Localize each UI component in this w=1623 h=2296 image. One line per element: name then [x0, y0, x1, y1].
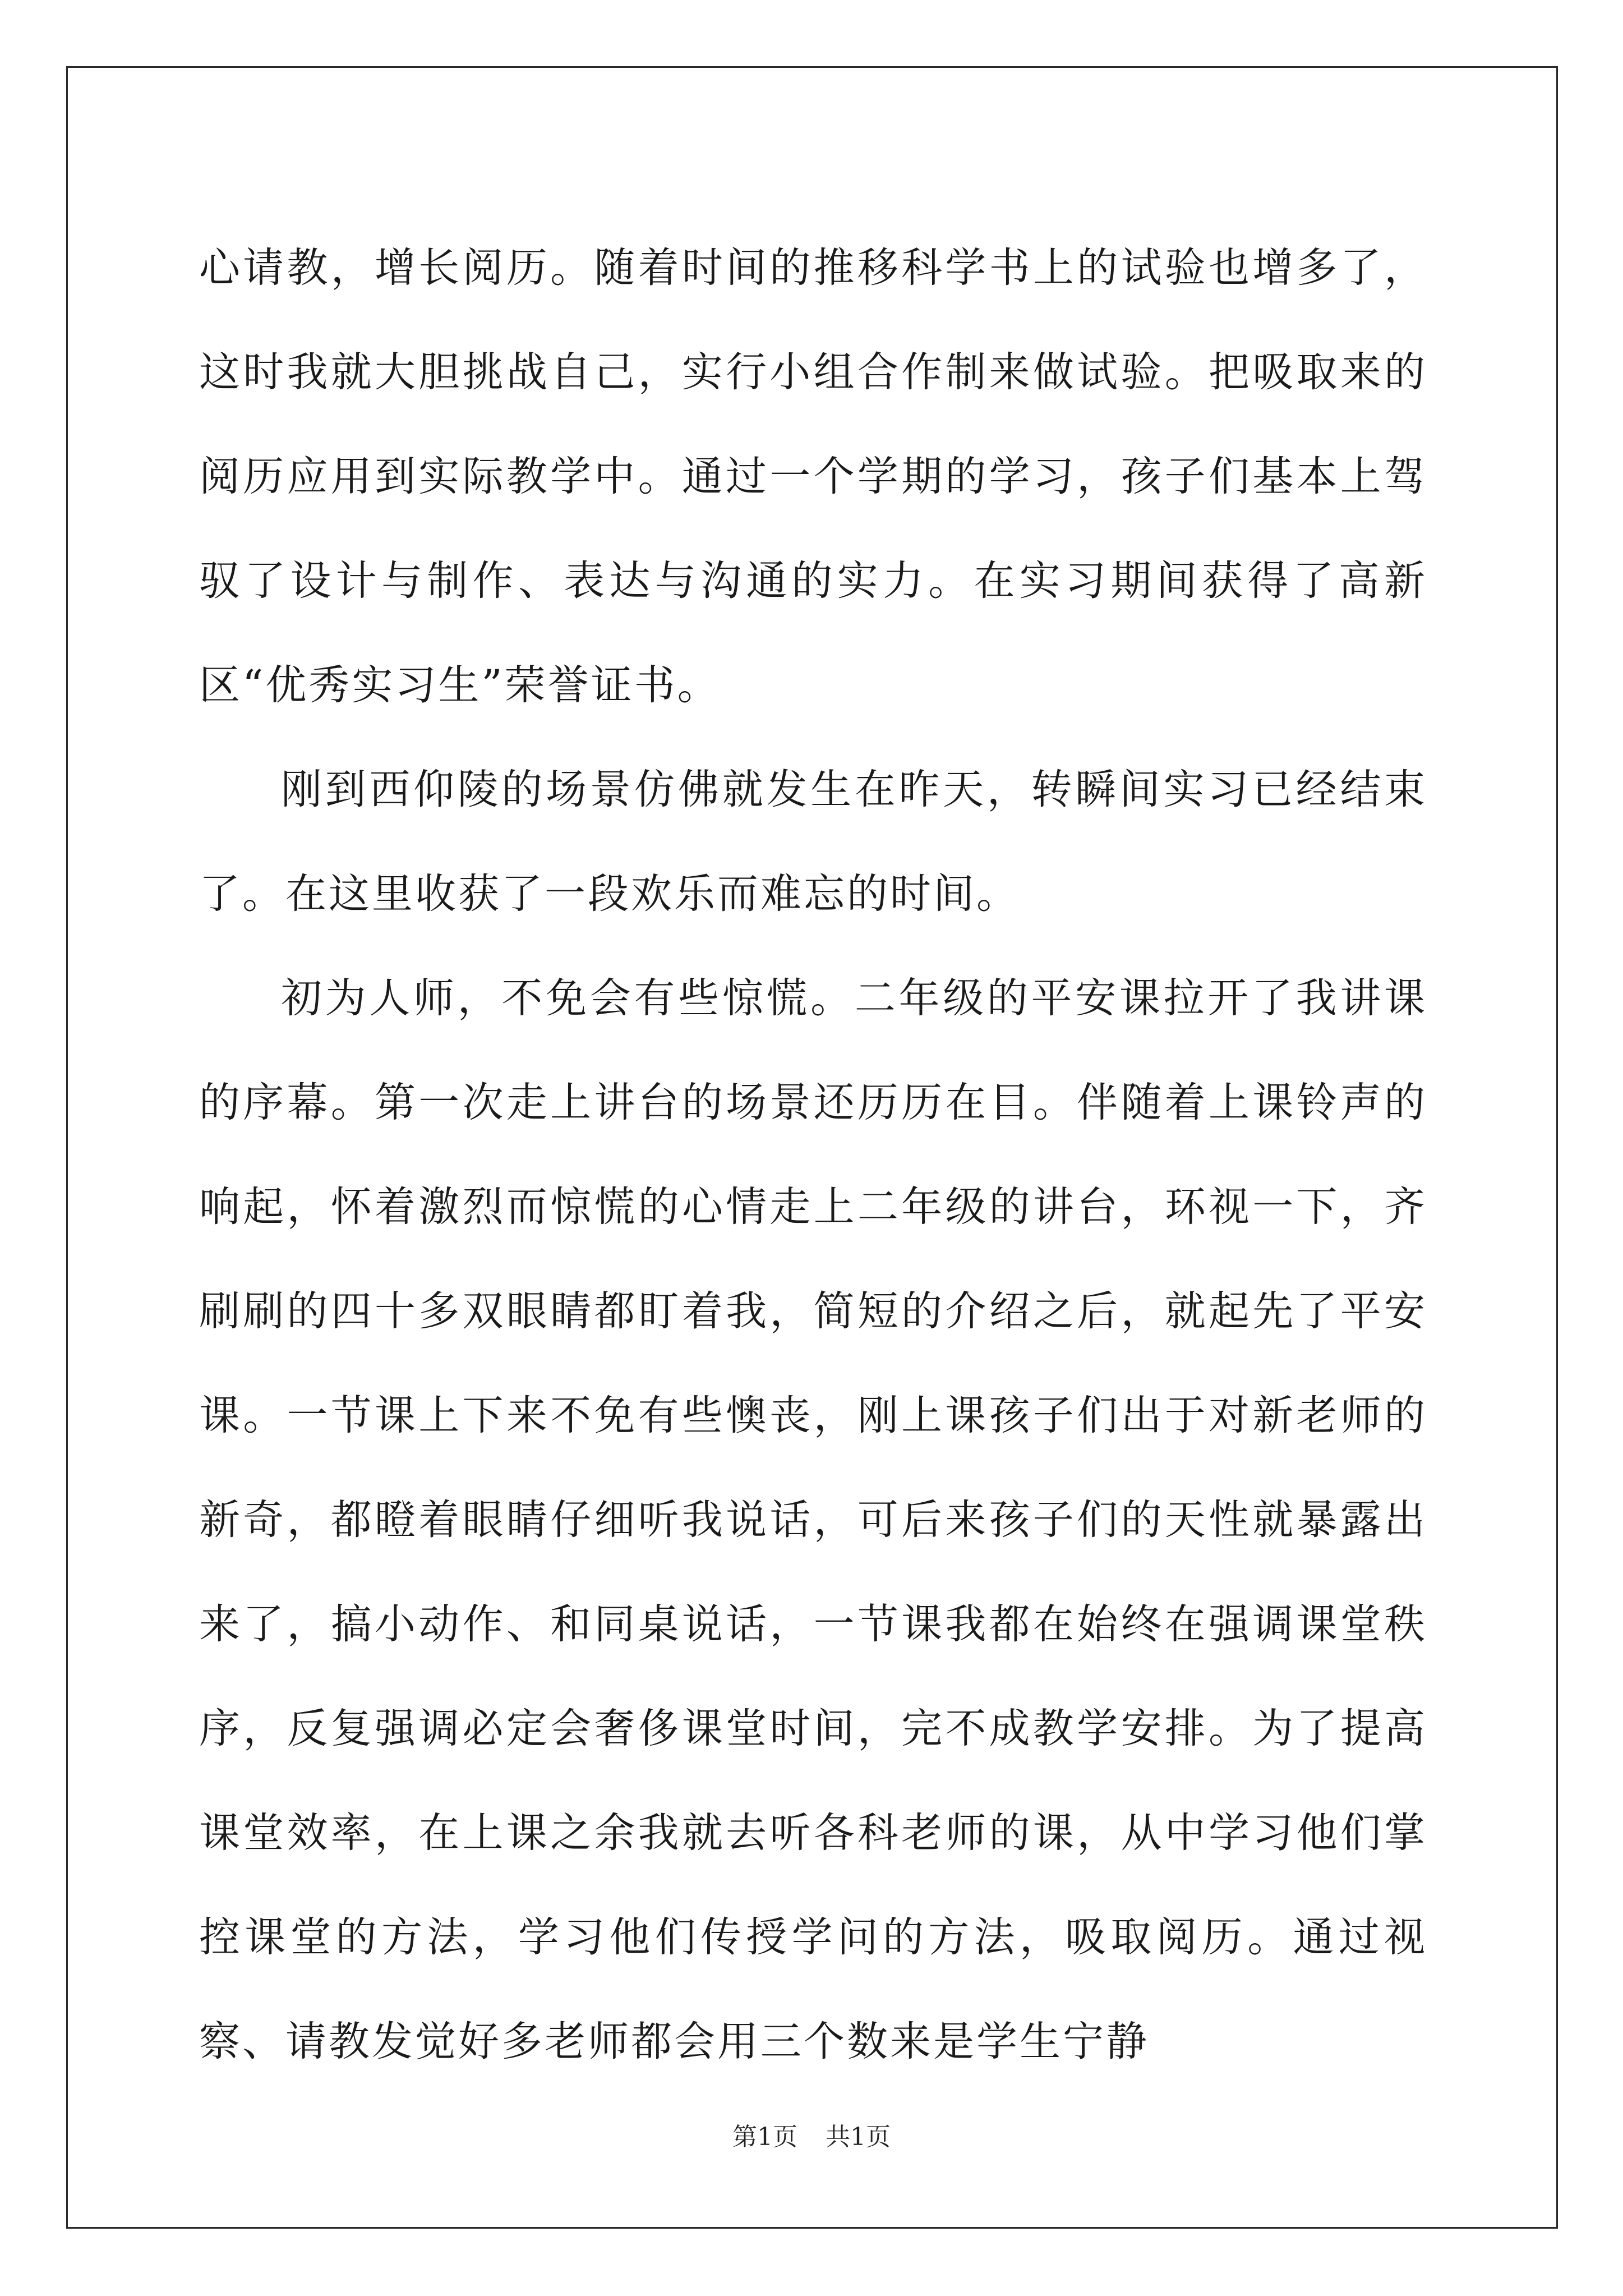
paragraph-1: 心请教，增长阅历。随着时间的推移科学书上的试验也增多了，这时我就大胆挑战自己，实行小组合作制来做试验。把吸取来的阅历应用到实际教学中。通过一个学期的学习，孩子们基本上驾驭了设计与制作、表达与沟通的实力。在实习期间获得了高新区“优秀实习生”荣誉证书。 — [199, 244, 1427, 709]
page-footer — [0, 2116, 1623, 2152]
page-total: 共1页 — [826, 2123, 891, 2151]
document-body — [199, 216, 1427, 2094]
paragraph-3: 初为人师，不免会有些惊慌。二年级的平安课拉开了我讲课的序幕。第一次走上讲台的场景还历历在目。伴随着上课铃声的响起，怀着激烈而惊慌的心情走上二年级的讲台，环视一下，齐刷刷的四十多双眼睛都盯着我，简短的介绍之后，就起先了平安课。一节课上下来不免有些懊丧，刚上课孩子们出于对新老师的新奇，都瞪着眼睛仔细听我说话，可后来孩子们的天性就暴露出来了，搞小动作、和同桌说话，一节课我都在始终在强调课堂秩序，反复强调必定会奢侈课堂时间，完不成教学安排。为了提高课堂效率，在上课之余我就去听各科老师的课，从中学习他们掌控课堂的方法，学习他们传授学问的方法，吸取阅历。通过视察、请教发觉好多老师都会用三个数来是学生宁静 — [199, 974, 1427, 2065]
paragraph-2: 刚到西仰陵的场景仿佛就发生在昨天，转瞬间实习已经结束了。在这里收获了一段欢乐而难忘的时间。 — [199, 766, 1427, 918]
page-number: 第1页 — [732, 2123, 797, 2151]
